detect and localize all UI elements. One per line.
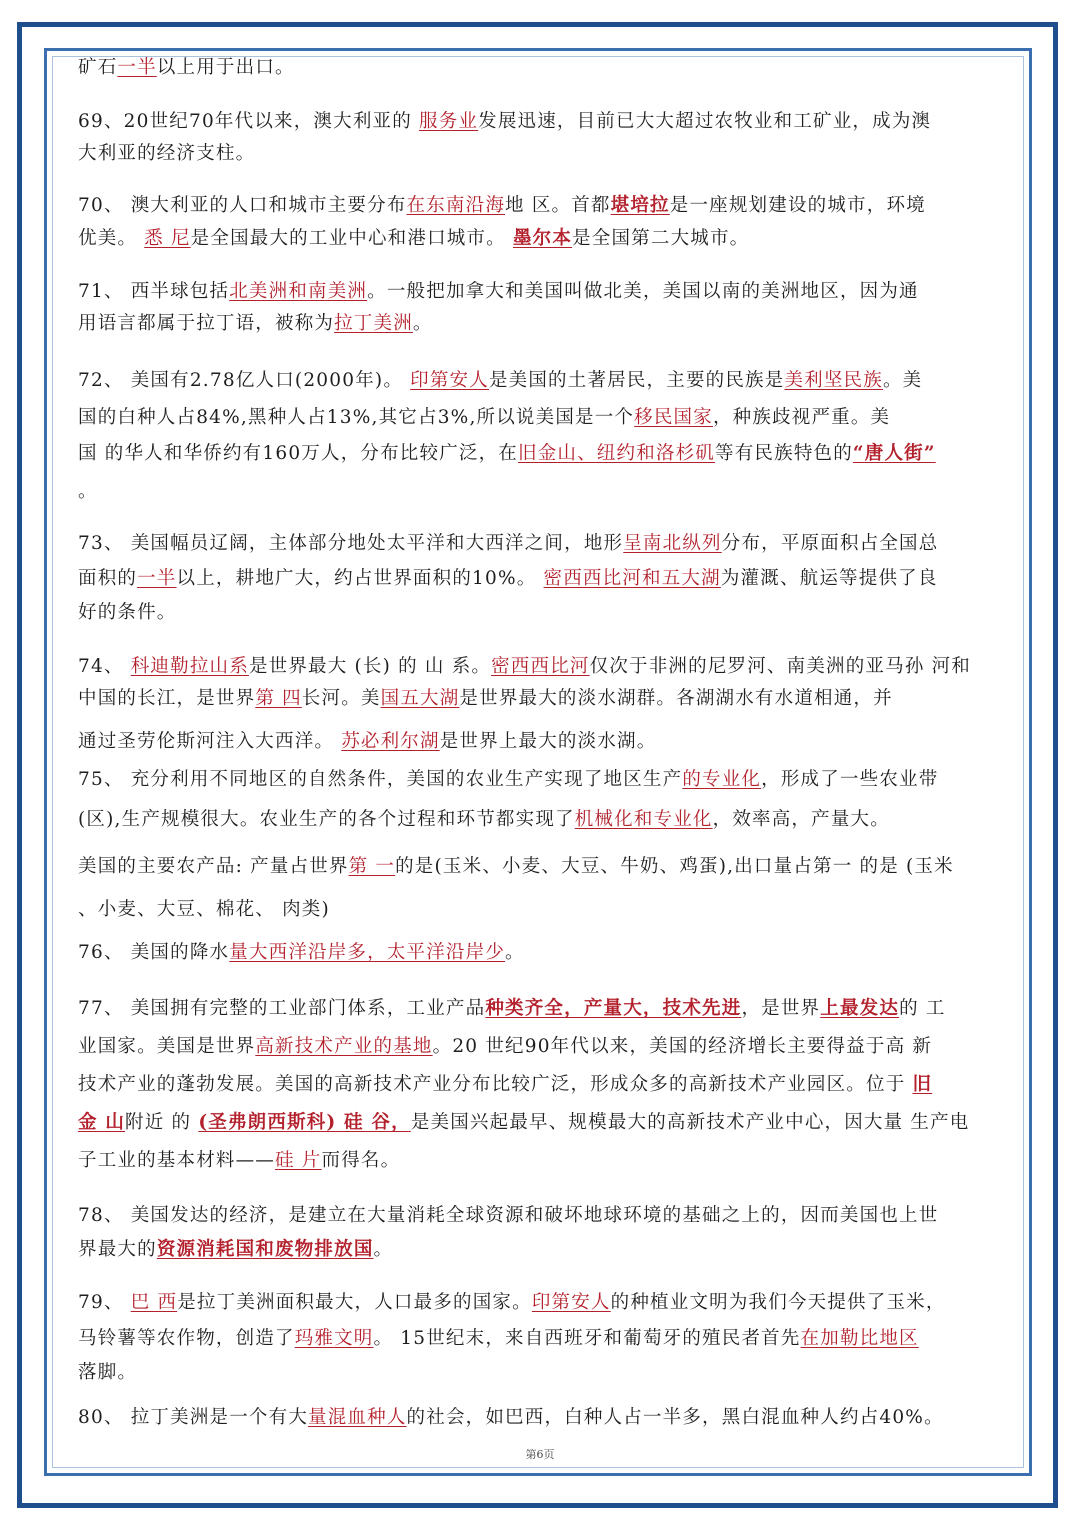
page-number: 第6页 <box>525 1448 555 1461</box>
text-segment: 76、 美国的降水 <box>78 942 230 963</box>
text-segment: 是美国的土著居民，主要的民族是 <box>488 370 785 391</box>
text-line <box>78 189 1003 223</box>
text-segment: 77、 美国拥有完整的工业部门体系，工业产品 <box>78 998 486 1019</box>
text-line <box>78 401 1003 435</box>
text-line <box>78 596 1003 630</box>
text-segment: 是世界最大 (长) 的 山 系。 <box>248 656 492 677</box>
text-segment: 通过圣劳伦斯河注入大西洋。 <box>78 731 342 752</box>
text-line <box>78 222 1003 256</box>
text-segment: 为灌溉、航运等提供了良 <box>720 568 938 589</box>
text-segment: 是一座规划建设的城市，环境 <box>669 195 926 216</box>
text-line <box>78 1144 1003 1178</box>
text-segment: 79、 <box>78 1292 131 1313</box>
answer-keyword: 一半 <box>137 568 177 589</box>
answer-keyword: 金 山 <box>78 1112 126 1133</box>
text-segment: 71、 西半球包括 <box>78 281 230 302</box>
text-line <box>78 137 1003 171</box>
text-segment: 是拉丁美洲面积最大，人口最多的国家。 <box>177 1292 532 1313</box>
answer-keyword: 服务业 <box>419 111 479 132</box>
answer-keyword: 硅 片 <box>275 1150 322 1171</box>
text-segment: 的社会，如巴西，白种人占一半多，黑白混血种人约占40%。 <box>406 1407 944 1428</box>
text-line <box>78 936 1003 970</box>
text-segment: 地 区。首都 <box>505 195 611 216</box>
text-segment: 优美。 <box>78 228 145 249</box>
answer-keyword: 呈南北纵列 <box>623 533 722 554</box>
text-line <box>78 725 1003 759</box>
text-segment: 附近 的 <box>125 1112 199 1133</box>
text-segment: 好的条件。 <box>78 602 177 623</box>
answer-keyword: 北美洲和南美洲 <box>229 281 368 302</box>
text-segment: 矿石 <box>78 57 118 78</box>
text-segment: 分布，平原面积占全国总 <box>721 533 939 554</box>
text-segment: 等有民族特色的 <box>715 443 853 464</box>
text-segment: 、小麦、大豆、棉花、 肉类) <box>78 899 330 920</box>
answer-keyword: 高新技术产业的基地 <box>255 1036 433 1057</box>
text-line <box>78 437 1003 471</box>
text-line <box>78 992 1003 1026</box>
answer-keyword: 在加勒比地区 <box>800 1328 919 1349</box>
text-segment: 大利亚的经济支柱。 <box>78 143 256 164</box>
answer-keyword: 拉丁美洲 <box>334 313 413 334</box>
answer-keyword: 第 一 <box>348 856 396 877</box>
text-segment: 74、 <box>78 656 131 677</box>
answer-keyword: 上最发达 <box>820 998 900 1019</box>
text-line <box>78 682 1003 716</box>
answer-keyword: 巴 西 <box>130 1292 178 1313</box>
text-segment: (区),生产规模很大。农业生产的各个过程和环节都实现了 <box>78 809 575 830</box>
text-line <box>78 1322 1003 1356</box>
text-segment: 落脚。 <box>78 1362 138 1383</box>
answer-keyword: 量大西洋沿岸多，太平洋沿岸少 <box>229 942 506 963</box>
text-line <box>78 1030 1003 1064</box>
text-line <box>78 1199 1003 1233</box>
text-segment: 是美国兴起最早、规模最大的高新技术产业中心，因大量 生产电 <box>410 1112 970 1133</box>
text-line <box>78 1068 1003 1102</box>
text-segment: 。 <box>373 1239 394 1260</box>
answer-keyword: 堪培拉 <box>610 195 670 216</box>
text-segment: ，效率高，产量大。 <box>712 809 890 830</box>
answer-keyword: 苏必利尔湖 <box>341 731 440 752</box>
text-segment: 仅次于非洲的尼罗河、南美洲的亚马孙 河和 <box>589 656 972 677</box>
answer-keyword: 第 四 <box>255 688 302 709</box>
answer-keyword: 旧金山、纽约和洛杉矶 <box>518 443 716 464</box>
answer-keyword: 的专业化 <box>682 769 762 790</box>
answer-keyword: 玛雅文明 <box>294 1328 374 1349</box>
answer-keyword: 在东南沿海 <box>406 195 506 216</box>
text-segment: 的 工 <box>899 998 946 1019</box>
text-line <box>78 364 1003 398</box>
text-segment: ，是世界 <box>741 998 821 1019</box>
answer-keyword: 国五大湖 <box>380 688 460 709</box>
text-segment: 界最大的 <box>78 1239 157 1260</box>
text-line <box>78 275 1003 309</box>
text-segment: 。美 <box>882 370 923 391</box>
text-segment: 以上，耕地广大，约占世界面积的10%。 <box>176 568 544 589</box>
text-segment: 。一般把加拿大和美国叫做北美，美国以南的美洲地区，因为通 <box>367 281 919 302</box>
text-line <box>78 1106 1003 1140</box>
text-segment: 发展迅速，目前已大大超过农牧业和工矿业，成为澳 <box>478 111 932 132</box>
text-segment: 72、 美国有2.78亿人口(2000年)。 <box>78 370 411 391</box>
text-line <box>78 475 1003 509</box>
text-segment: 。 <box>78 481 98 502</box>
text-segment: 78、 美国发达的经济，是建立在大量消耗全球资源和破坏地球环境的基础之上的，因而美国也上世 <box>78 1205 939 1226</box>
text-segment: 国的白种人占84%,黑种人占13%,其它占3%,所以说美国是一个 <box>78 407 635 428</box>
text-line <box>78 1401 1003 1435</box>
text-segment: 75、 充分利用不同地区的自然条件，美国的农业生产实现了地区生产 <box>78 769 683 790</box>
text-segment: 70、 澳大利亚的人口和城市主要分布 <box>78 195 407 216</box>
answer-keyword: 移民国家 <box>634 407 713 428</box>
text-line <box>78 893 1003 927</box>
text-segment: 业国家。美国是世界 <box>78 1036 256 1057</box>
answer-keyword: 悉 尼 <box>144 228 191 249</box>
text-segment: 长河。美 <box>301 688 381 709</box>
answer-keyword: 机械化和专业化 <box>574 809 713 830</box>
text-segment: 而得名。 <box>321 1150 401 1171</box>
answer-keyword: “唐人街” <box>852 443 936 464</box>
text-line <box>78 307 1003 341</box>
text-segment: 是世界上最大的淡水湖。 <box>439 731 657 752</box>
answer-keyword: 科迪勒拉山系 <box>130 656 249 677</box>
text-segment: 以上用于出口。 <box>156 57 295 78</box>
text-line <box>78 850 1003 884</box>
text-segment: 马铃薯等农作物，创造了 <box>78 1328 295 1349</box>
answer-keyword: 密西西比河 <box>491 656 590 677</box>
text-line <box>78 1286 1003 1320</box>
text-line <box>78 763 1003 797</box>
text-segment: 的是(玉米、小麦、大豆、牛奶、鸡蛋),出口量占第一 的是 (玉米 <box>395 856 954 877</box>
text-segment: 73、 美国幅员辽阔，主体部分地处太平洋和大西洋之间，地形 <box>78 533 624 554</box>
answer-keyword: 种类齐全，产量大，技术先进 <box>485 998 742 1019</box>
answer-keyword: 印第安人 <box>531 1292 611 1313</box>
text-segment: 用语言都属于拉丁语，被称为 <box>78 313 335 334</box>
answer-keyword: 墨尔本 <box>512 228 573 249</box>
answer-keyword: 一半 <box>117 57 157 78</box>
text-line <box>78 803 1003 837</box>
text-segment: 中国的长江，是世界 <box>78 688 256 709</box>
text-segment: 技术产业的蓬勃发展。美国的高新技术产业分布比较广泛，形成众多的高新技术产业园区。位于 <box>78 1074 913 1095</box>
text-line <box>78 527 1003 561</box>
text-segment: ，种族歧视严重。美 <box>712 407 891 428</box>
text-segment: 美国的主要农产品: 产量占世界 <box>78 856 349 877</box>
text-segment: 的种植业文明为我们今天提供了玉米， <box>610 1292 946 1313</box>
answer-keyword: 印第安人 <box>410 370 489 391</box>
text-line <box>78 51 1003 85</box>
answer-keyword: 美利坚民族 <box>784 370 883 391</box>
text-segment: ，形成了一些农业带 <box>761 769 939 790</box>
text-line <box>78 650 1003 684</box>
text-segment: 。 <box>412 313 433 334</box>
text-segment: 是全国最大的工业中心和港口城市。 <box>190 228 513 249</box>
text-segment: 子工业的基本材料—— <box>78 1150 276 1171</box>
text-line <box>78 1233 1003 1267</box>
text-line <box>78 105 1003 139</box>
text-segment: 面积的 <box>78 568 138 589</box>
answer-keyword: 旧 <box>912 1074 933 1095</box>
answer-keyword: 资源消耗国和废物排放国 <box>156 1239 374 1260</box>
text-line <box>78 1356 1003 1390</box>
text-segment: 。20 世纪90年代以来，美国的经济增长主要得益于高 新 <box>432 1036 933 1057</box>
answer-keyword: 量混血种人 <box>308 1407 407 1428</box>
text-line <box>78 562 1003 596</box>
text-segment: 是世界最大的淡水湖群。各湖湖水有水道相通，并 <box>459 688 893 709</box>
text-segment: 。 15世纪末，来自西班牙和葡萄牙的殖民者首先 <box>373 1328 801 1349</box>
text-segment: 。 <box>505 942 525 963</box>
text-segment: 80、 拉丁美洲是一个有大 <box>78 1407 309 1428</box>
answer-keyword: (圣弗朗西斯科) 硅 谷， <box>198 1112 411 1133</box>
text-segment: 是全国第二大城市。 <box>572 228 750 249</box>
answer-keyword: 密西西比河和五大湖 <box>543 568 721 589</box>
text-segment: 国 的华人和华侨约有160万人，分布比较广泛，在 <box>78 443 518 464</box>
text-segment: 69、20世纪70年代以来，澳大利亚的 <box>78 111 420 132</box>
